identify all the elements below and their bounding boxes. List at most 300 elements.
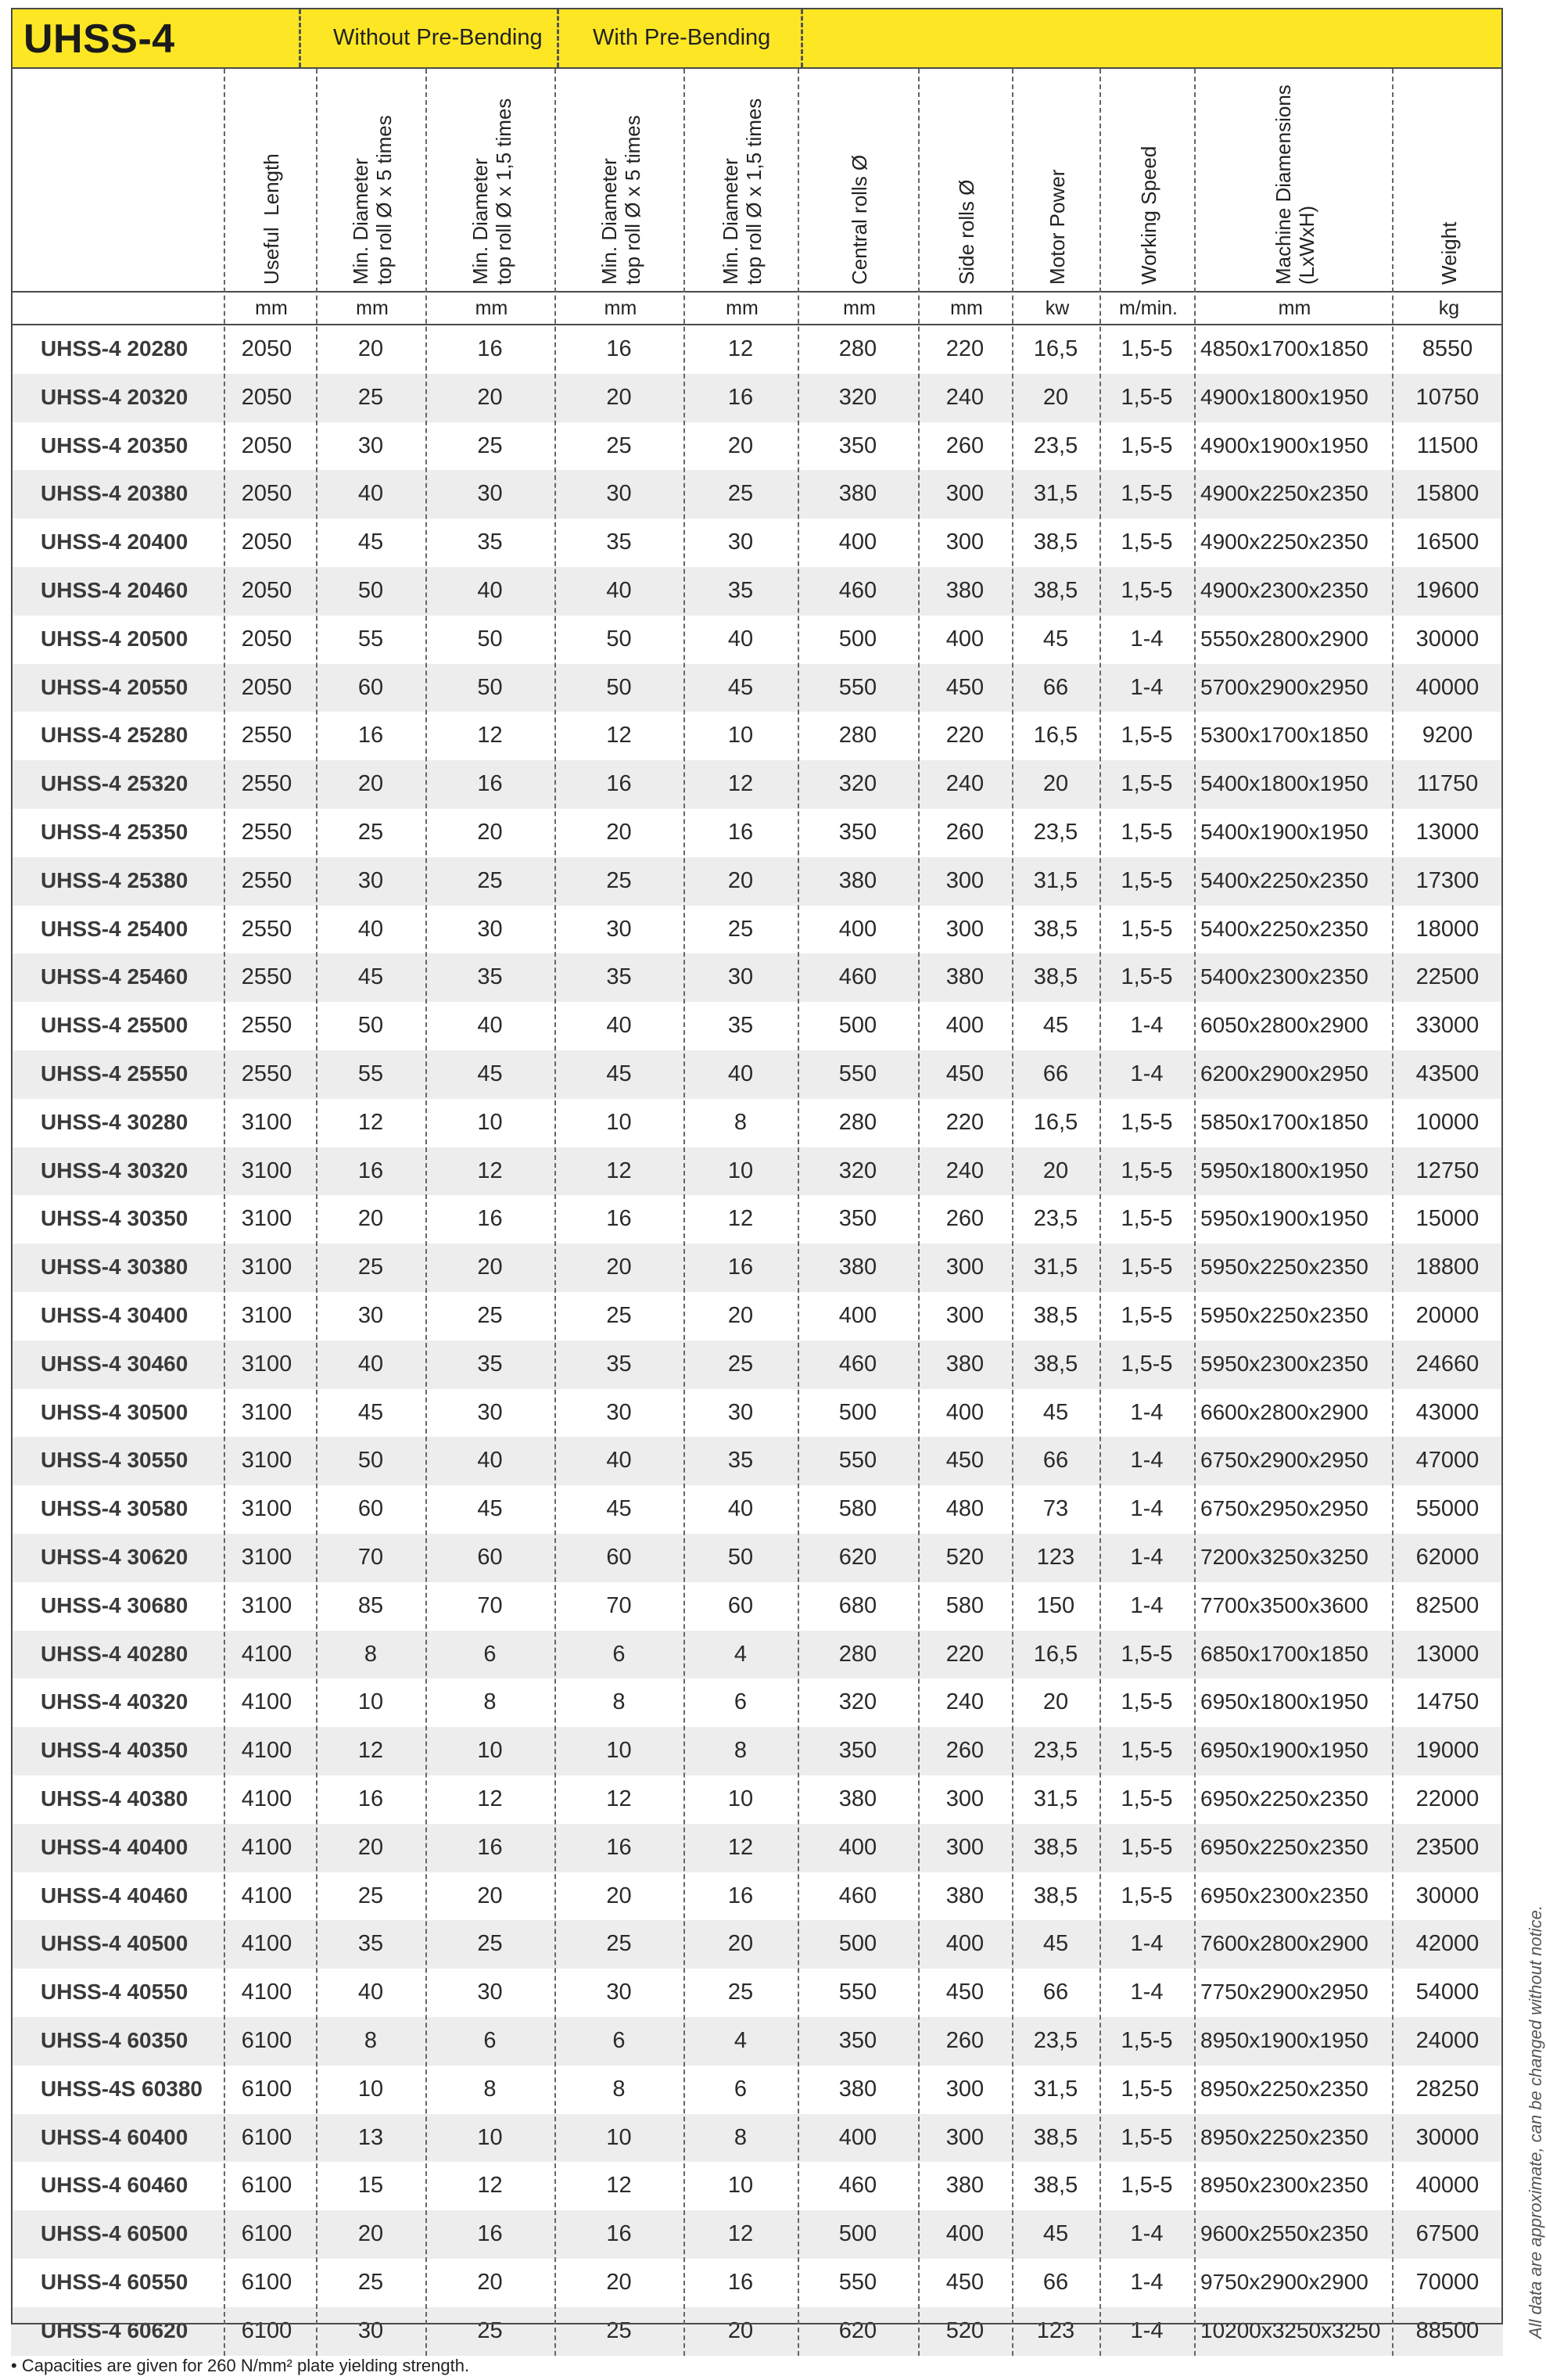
table-cell: 1,5-5 [1121,867,1173,893]
model-name: UHSS-4 20280 [41,336,188,361]
table-cell: 1,5-5 [1121,1738,1173,1764]
table-cell: 20 [357,771,384,797]
model-name: UHSS-4 20550 [41,674,188,699]
table-cell: 1,5-5 [1121,1689,1173,1715]
table-cell: 4100 [241,1738,292,1764]
model-name: UHSS-4 30280 [41,1109,188,1134]
table-cell: 150 [1036,1592,1075,1618]
table-cell: 23500 [1415,1834,1480,1860]
table-cell: 123 [1036,1545,1075,1570]
table-cell: 60 [357,1496,384,1522]
table-row [11,809,1503,857]
table-cell: 3100 [241,1206,292,1232]
unit-label: kw [1045,297,1070,319]
table-cell: 45 [1042,2221,1069,2247]
table-cell: 13000 [1415,1641,1480,1667]
table-cell: 23,5 [1033,433,1078,458]
table-cell: 35 [727,1448,754,1474]
table-cell: 23,5 [1033,1206,1078,1232]
table-cell: 38,5 [1033,964,1078,990]
table-cell: 20 [727,1303,754,1328]
table-cell: 1-4 [1130,2270,1164,2295]
column-divider [918,69,920,2356]
frame-bottom [11,2323,1503,2324]
table-cell: 2550 [241,867,292,893]
model-name: UHSS-4 60620 [41,2317,188,2342]
table-cell: 8950x1900x1950 [1200,2028,1368,2052]
model-name: UHSS-4 60400 [41,2124,188,2149]
table-cell: 40 [606,1013,632,1039]
table-cell: 88500 [1415,2317,1480,2343]
table-cell: 19600 [1415,578,1480,603]
table-cell: 40 [357,1351,384,1377]
column-divider [1099,69,1101,2356]
table-cell: 400 [945,1399,985,1425]
table-cell: 54000 [1415,1980,1480,2005]
table-cell: 260 [945,2028,985,2053]
table-cell: 4 [734,1641,748,1667]
table-cell: 550 [838,1061,877,1086]
table-cell: 380 [945,964,985,990]
frame-right [1501,325,1503,2324]
table-cell: 16 [477,336,503,361]
table-cell: 5950x2250x2350 [1200,1303,1368,1327]
table-cell: 40 [727,1496,754,1522]
table-cell: 6100 [241,2076,292,2102]
table-cell: 82500 [1415,1592,1480,1618]
table-row [11,1389,1503,1438]
table-cell: 380 [838,481,877,507]
table-cell: 350 [838,2028,877,2053]
table-cell: 40 [606,578,632,603]
table-cell: 2050 [241,336,292,361]
table-cell: 4900x2250x2350 [1200,481,1368,506]
table-cell: 8950x2250x2350 [1200,2076,1368,2101]
column-divider [1012,69,1013,2356]
model-name: UHSS-4 20320 [41,384,188,409]
table-cell: 220 [945,1641,985,1667]
table-row [11,2210,1503,2259]
table-row [11,325,1503,374]
table-cell: 16 [727,384,754,410]
table-cell: 55 [357,1061,384,1086]
table-cell: 10750 [1415,384,1480,410]
table-cell: 2550 [241,820,292,845]
table-cell: 20 [357,1206,384,1232]
table-cell: 30000 [1415,1883,1480,1908]
table-row [11,1341,1503,1389]
table-cell: 20 [727,1931,754,1957]
table-cell: 50 [477,626,503,652]
table-cell: 45 [477,1061,503,1086]
table-cell: 4900x1800x1950 [1200,384,1368,409]
table-cell: 580 [838,1496,877,1522]
table-cell: 13000 [1415,820,1480,845]
table-cell: 8 [612,2076,626,2102]
model-name: UHSS-4 25350 [41,820,188,844]
table-cell: 16 [606,1206,632,1232]
table-cell: 9200 [1422,723,1473,748]
unit-label: mm [726,297,759,319]
table-cell: 8950x2250x2350 [1200,2124,1368,2149]
table-cell: 30 [606,1399,632,1425]
table-cell: 15 [357,2173,384,2199]
column-header-label: Side rolls Ø [955,179,978,285]
column-divider [316,69,317,2356]
table-cell: 30 [727,1399,754,1425]
table-cell: 1,5-5 [1121,384,1173,410]
table-cell: 20 [477,1255,503,1280]
table-cell: 5950x1900x1950 [1200,1206,1368,1231]
table-cell: 12 [606,1158,632,1183]
table-cell: 5400x1900x1950 [1200,820,1368,844]
table-cell: 1,5-5 [1121,820,1173,845]
table-cell: 450 [945,1980,985,2005]
table-cell: 22000 [1415,1786,1480,1811]
table-cell: 20 [606,2270,632,2295]
table-cell: 240 [945,1158,985,1183]
table-cell: 380 [838,2076,877,2102]
table-cell: 1,5-5 [1121,1158,1173,1183]
table-cell: 20 [477,820,503,845]
table-cell: 460 [838,2173,877,2199]
table-cell: 16 [606,1834,632,1860]
table-cell: 460 [838,1883,877,1908]
table-cell: 18800 [1415,1255,1480,1280]
model-name: UHSS-4 20400 [41,529,188,555]
unit-label: mm [255,297,288,319]
table-cell: 8 [364,1641,378,1667]
table-cell: 4100 [241,1883,292,1908]
table-cell: 31,5 [1033,2076,1078,2102]
table-cell: 2050 [241,384,292,410]
table-cell: 400 [838,916,877,942]
table-cell: 5400x1800x1950 [1200,771,1368,796]
table-cell: 40 [477,1013,503,1039]
table-cell: 5700x2900x2950 [1200,674,1368,699]
table-cell: 8 [483,2076,497,2102]
table-cell: 30 [727,964,754,990]
table-cell: 20 [1042,1158,1069,1183]
table-row [11,953,1503,1002]
table-cell: 240 [945,771,985,797]
table-cell: 8 [483,1689,497,1715]
table-cell: 38,5 [1033,578,1078,603]
column-header-label: Min. Diameter top roll Ø x 1,5 times [719,98,766,285]
table-cell: 460 [838,1351,877,1377]
table-cell: 1,5-5 [1121,578,1173,603]
table-row [11,1872,1503,1921]
model-name: UHSS-4 60460 [41,2173,188,2198]
table-cell: 45 [1042,1931,1069,1957]
table-cell: 6 [734,2076,748,2102]
table-cell: 6750x2900x2950 [1200,1448,1368,1473]
table-cell: 55000 [1415,1496,1480,1522]
table-cell: 38,5 [1033,1883,1078,1908]
table-cell: 45 [606,1496,632,1522]
table-cell: 31,5 [1033,481,1078,507]
table-cell: 1,5-5 [1121,433,1173,458]
table-cell: 1-4 [1130,1399,1164,1425]
table-cell: 38,5 [1033,2124,1078,2150]
table-cell: 16 [727,1255,754,1280]
table-cell: 450 [945,1448,985,1474]
column-header-label: Min. Diameter top roll Ø x 5 times [349,115,396,285]
table-cell: 35 [477,529,503,555]
table-cell: 620 [838,1545,877,1570]
table-cell: 400 [838,2124,877,2150]
unit-label: mm [356,297,389,319]
column-divider [425,69,427,2356]
table-cell: 20 [727,433,754,458]
table-cell: 16 [727,820,754,845]
unit-label: mm [475,297,508,319]
table-row [11,1631,1503,1679]
table-cell: 400 [945,2221,985,2247]
table-cell: 30000 [1415,626,1480,652]
model-name: UHSS-4 40280 [41,1641,188,1666]
table-cell: 12 [606,2173,632,2199]
divider [801,9,803,67]
table-row [11,906,1503,954]
table-cell: 16 [606,336,632,361]
table-cell: 31,5 [1033,867,1078,893]
table-cell: 2550 [241,964,292,990]
table-cell: 20 [1042,1689,1069,1715]
model-name: UHSS-4 30550 [41,1448,188,1473]
table-cell: 25 [477,433,503,458]
table-cell: 42000 [1415,1931,1480,1957]
column-divider [683,69,685,2356]
table-cell: 70 [477,1592,503,1618]
table-cell: 33000 [1415,1013,1480,1039]
table-cell: 16 [727,1883,754,1908]
divider [557,9,559,67]
table-cell: 6950x1900x1950 [1200,1738,1368,1763]
table-cell: 300 [945,1834,985,1860]
table-row [11,2066,1503,2114]
frame-left [11,325,13,2324]
table-cell: 4900x2250x2350 [1200,529,1368,555]
table-cell: 4100 [241,1786,292,1811]
table-cell: 30 [727,529,754,555]
table-cell: 30 [357,433,384,458]
table-cell: 45 [357,529,384,555]
table-cell: 400 [838,1834,877,1860]
table-row [11,1824,1503,1872]
unit-label: kg [1438,297,1460,319]
page-title: UHSS-4 [23,16,175,62]
table-cell: 6 [612,1641,626,1667]
table-row [11,1485,1503,1534]
table-cell: 10 [727,723,754,748]
table-cell: 10 [727,1786,754,1811]
table-cell: 55 [357,626,384,652]
table-cell: 45 [606,1061,632,1086]
table-cell: 460 [838,578,877,603]
table-cell: 40000 [1415,674,1480,700]
table-cell: 30000 [1415,2124,1480,2150]
table-cell: 16,5 [1033,723,1078,748]
table-cell: 35 [606,529,632,555]
table-row [11,2114,1503,2163]
table-cell: 50 [606,626,632,652]
table-cell: 40 [606,1448,632,1474]
table-cell: 3100 [241,1399,292,1425]
table-cell: 4 [734,2028,748,2053]
table-cell: 73 [1042,1496,1069,1522]
table-cell: 1,5-5 [1121,771,1173,797]
table-cell: 1,5-5 [1121,1206,1173,1232]
table-cell: 11750 [1416,771,1479,797]
table-cell: 25 [477,1303,503,1328]
table-cell: 10200x3250x3250 [1200,2317,1381,2342]
table-cell: 12 [606,1786,632,1811]
table-cell: 12 [477,1158,503,1183]
table-cell: 2050 [241,433,292,458]
table-cell: 30 [477,1980,503,2005]
table-cell: 10 [606,2124,632,2150]
table-cell: 25 [606,433,632,458]
table-cell: 25 [357,1255,384,1280]
table-cell: 320 [838,1689,877,1715]
table-cell: 450 [945,2270,985,2295]
table-cell: 240 [945,1689,985,1715]
table-cell: 2550 [241,1013,292,1039]
table-cell: 220 [945,336,985,361]
table-cell: 5950x2300x2350 [1200,1351,1368,1376]
table-cell: 16,5 [1033,1641,1078,1667]
table-cell: 8 [612,1689,626,1715]
table-cell: 1,5-5 [1121,529,1173,555]
table-cell: 12 [727,771,754,797]
table-cell: 4100 [241,1980,292,2005]
table-cell: 38,5 [1033,1351,1078,1377]
table-row [11,2017,1503,2066]
table-cell: 25 [477,1931,503,1957]
table-cell: 45 [357,1399,384,1425]
table-cell: 16,5 [1033,1109,1078,1135]
column-header-label: Machine Diamensions (LxWxH) [1271,84,1318,285]
model-name: UHSS-4 30460 [41,1351,188,1376]
table-cell: 10 [357,1689,384,1715]
table-cell: 10 [477,1738,503,1764]
model-name: UHSS-4 30320 [41,1158,188,1183]
table-cell: 24660 [1415,1351,1480,1377]
table-cell: 18000 [1415,916,1480,942]
table-cell: 85 [357,1592,384,1618]
table-cell: 60 [727,1592,754,1618]
group-label-with: With Pre-Bending [593,25,771,50]
table-cell: 25 [477,867,503,893]
table-cell: 2050 [241,674,292,700]
table-cell: 380 [945,1351,985,1377]
column-headers [11,69,1503,291]
model-name: UHSS-4 30580 [41,1496,188,1521]
table-cell: 25 [606,1931,632,1957]
table-cell: 10 [606,1738,632,1764]
table-cell: 6 [483,2028,497,2053]
table-cell: 25 [727,1351,754,1377]
model-name: UHSS-4 40550 [41,1980,188,2005]
table-cell: 38,5 [1033,1303,1078,1328]
table-cell: 6050x2800x2900 [1200,1013,1368,1038]
table-row [11,1678,1503,1727]
table-cell: 6100 [241,2028,292,2053]
table-cell: 1-4 [1130,1931,1164,1957]
table-cell: 43000 [1415,1399,1480,1425]
table-row [11,1002,1503,1050]
table-row [11,712,1503,760]
table-cell: 3100 [241,1109,292,1135]
table-row [11,2307,1503,2356]
table-cell: 12 [357,1738,384,1764]
table-cell: 8550 [1422,336,1473,361]
table-cell: 20000 [1415,1303,1480,1328]
table-cell: 16 [606,2221,632,2247]
table-cell: 10 [727,2173,754,2199]
table-cell: 11500 [1416,433,1479,458]
table-cell: 7700x3500x3600 [1200,1592,1368,1617]
table-cell: 680 [838,1592,877,1618]
table-cell: 10 [477,1109,503,1135]
table-cell: 6 [734,1689,748,1715]
column-header-label: Central rolls Ø [848,154,871,285]
table-cell: 35 [477,1351,503,1377]
table-cell: 4900x2300x2350 [1200,578,1368,602]
table-cell: 4900x1900x1950 [1200,433,1368,458]
table-cell: 6950x2250x2350 [1200,1834,1368,1859]
table-cell: 16 [357,1786,384,1811]
table-cell: 1,5-5 [1121,1883,1173,1908]
model-name: UHSS-4 30380 [41,1255,188,1280]
table-cell: 2550 [241,1061,292,1086]
table-cell: 6100 [241,2173,292,2199]
table-cell: 30 [357,1303,384,1328]
table-cell: 50 [727,1545,754,1570]
table-cell: 30 [606,481,632,507]
table-row [11,1727,1503,1775]
table-cell: 5400x2250x2350 [1200,867,1368,892]
table-cell: 2050 [241,529,292,555]
table-cell: 260 [945,1206,985,1232]
table-cell: 300 [945,916,985,942]
table-cell: 25 [727,1980,754,2005]
table-cell: 40 [357,916,384,942]
table-cell: 1,5-5 [1121,2173,1173,2199]
table-cell: 40 [477,578,503,603]
table-cell: 1-4 [1130,1448,1164,1474]
table-cell: 50 [357,1448,384,1474]
column-divider [798,69,799,2356]
column-divider [1392,69,1394,2356]
table-cell: 1,5-5 [1121,1351,1173,1377]
table-cell: 4100 [241,1931,292,1957]
table-cell: 6200x2900x2950 [1200,1061,1368,1086]
table-row [11,2259,1503,2307]
table-cell: 60 [357,674,384,700]
table-cell: 460 [838,964,877,990]
table-cell: 62000 [1415,1545,1480,1570]
table-cell: 1,5-5 [1121,916,1173,942]
column-divider [1194,69,1196,2356]
table-cell: 16 [477,1834,503,1860]
model-name: UHSS-4S 60380 [41,2076,203,2101]
group-label-without: Without Pre-Bending [333,25,543,50]
table-cell: 30 [477,1399,503,1425]
table-cell: 20 [606,1883,632,1908]
table-cell: 10000 [1415,1109,1480,1135]
